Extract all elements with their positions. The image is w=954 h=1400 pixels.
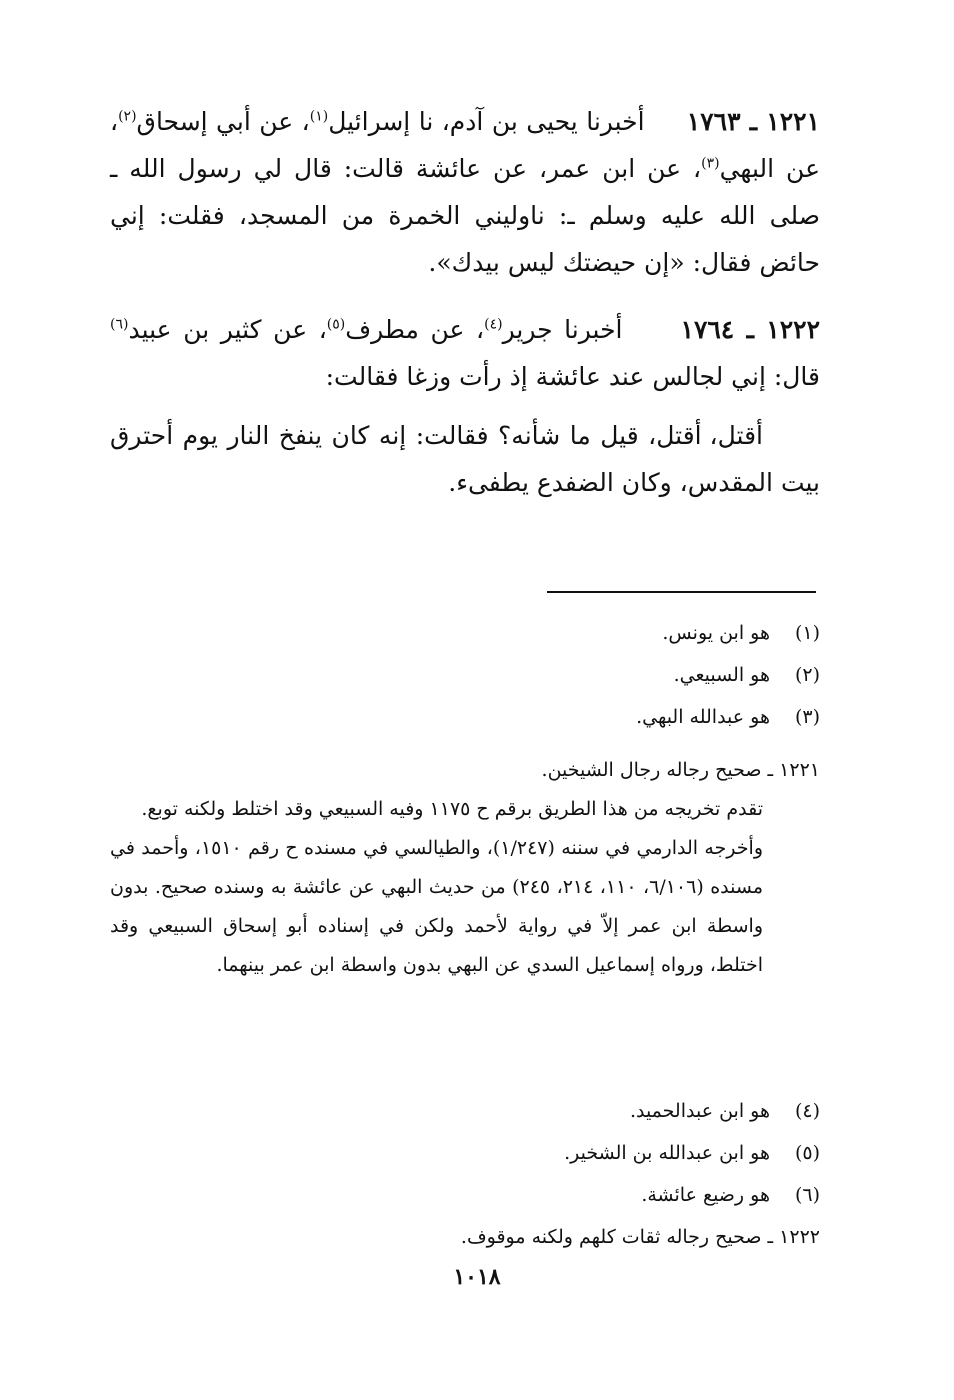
footnote-ref: (٤)	[484, 316, 503, 333]
comment-1221	[110, 750, 820, 985]
page-number: ١٠١٨	[453, 1264, 501, 1290]
hadith-number: ١٢٢١ ـ ١٧٦٣	[686, 107, 820, 136]
hadith-text: ، عن ابن عمر، عن عائشة قالت: قال لي رسول الله ـ صلى الله عليه وسلم ـ: ناوليني الخمرة من المسجد، فقلت: إني حائض فقال: «إن حيضتك ليس بيدك».	[110, 154, 820, 277]
footnote-ref: (١)	[309, 108, 329, 125]
footnote-number: (١)	[794, 622, 820, 644]
footnote-number: (٤)	[794, 1100, 820, 1122]
footnote-text: هو ابن يونس.	[662, 622, 770, 644]
hadith-1221	[110, 98, 820, 286]
hadith-text: ، عن كثير بن عبيد	[128, 315, 327, 344]
comment-text: ١٢٢٢ ـ صحيح رجاله ثقات كلهم ولكنه موقوف.	[460, 1226, 820, 1248]
footnote-text: هو ابن عبدالحميد.	[629, 1100, 770, 1122]
main-text	[110, 98, 820, 506]
hadith-text: ، عن البهي	[110, 107, 820, 183]
footnote	[110, 1174, 820, 1216]
hadith-text: ، عن أبي إسحاق	[136, 107, 310, 136]
hadith-1222-continuation	[110, 412, 820, 506]
footnote-ref: (٦)	[110, 316, 129, 333]
footnote-ref: (٥)	[326, 316, 346, 333]
footnote-text: هو رضيع عائشة.	[641, 1184, 770, 1206]
hadith-text: ، عن مطرف	[345, 315, 485, 344]
comment-1222	[110, 1216, 820, 1258]
footnotes-a	[110, 612, 820, 738]
comment-heading: ١٢٢١ ـ صحيح رجاله رجال الشيخين.	[541, 759, 820, 781]
footnote	[110, 612, 820, 654]
footnote	[110, 654, 820, 696]
footnote-text: هو السبيعي.	[673, 664, 770, 686]
comment-body	[110, 790, 763, 985]
hadith-1222	[110, 306, 820, 400]
footnote-ref: (٣)	[701, 155, 720, 172]
hadith-number: ١٢٢٢ ـ ١٧٦٤	[680, 315, 820, 344]
hadith-text: قال: إني لجالس عند عائشة إذ رأت وزغا فقالت:	[325, 362, 820, 391]
hadith-text: أخبرنا يحيى بن آدم، نا إسرائيل	[328, 107, 645, 136]
comment-paragraph: تقدم تخريجه من هذا الطريق برقم ح ١١٧٥ وفيه السبيعي وقد اختلط ولكنه توبع.	[141, 798, 763, 820]
hadith-text: أقتل، أقتل، قيل ما شأنه؟ فقالت: إنه كان ينفخ النار يوم أحترق بيت المقدس، وكان الضفدع يطفىء.	[110, 421, 820, 497]
footnote-number: (٥)	[794, 1142, 820, 1164]
footnote-ref: (٢)	[118, 108, 137, 125]
footnote-text: هو عبدالله البهي.	[636, 706, 770, 728]
footnote	[110, 696, 820, 738]
footnote	[110, 1090, 820, 1132]
footnote-number: (٢)	[794, 664, 820, 686]
footnotes-b	[110, 1090, 820, 1258]
footnote-number: (٣)	[794, 706, 820, 728]
footnote	[110, 1132, 820, 1174]
footnote-separator	[547, 591, 816, 593]
comment-paragraph: وأخرجه الدارمي في سننه (١/٢٤٧)، والطيالسي في مسنده ح رقم ١٥١٠، وأحمد في مسنده (٦/١٠٦، ١١٠، ٢١٤، ٢٤٥) من حديث البهي عن عائشة به وسنده صحيح. بدون واسطة ابن عمر إلاّ في رواية لأحمد ولكن في إسناده أبو إسحاق السبيعي وقد اختلط، ورواه إسماعيل السدي عن البهي بدون واسطة ابن عمر بينهما.	[110, 837, 764, 976]
footnote-text: هو ابن عبدالله بن الشخير.	[564, 1142, 770, 1164]
footnote-number: (٦)	[794, 1184, 820, 1206]
hadith-text: أخبرنا جرير	[502, 315, 623, 344]
